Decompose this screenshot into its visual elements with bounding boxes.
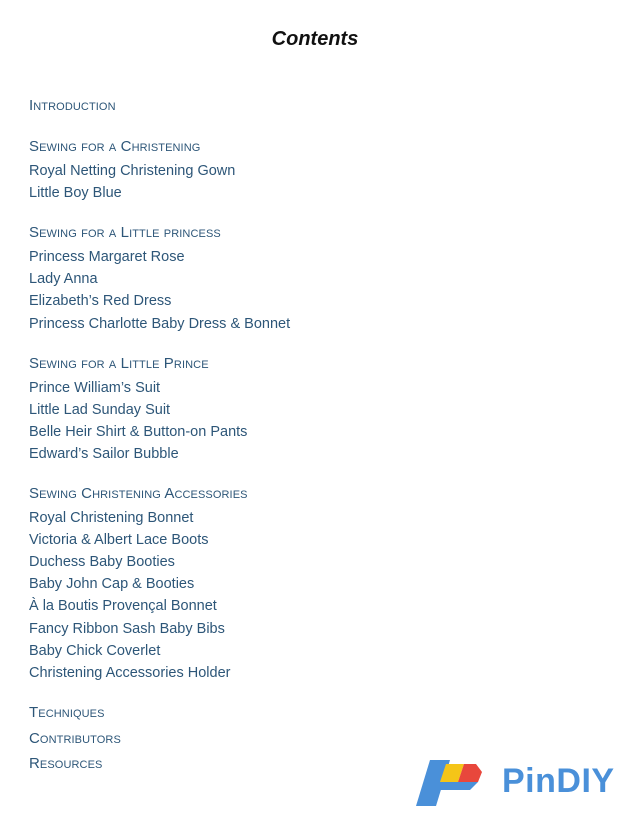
toc-heading-techniques[interactable]: Techniques	[29, 704, 105, 721]
toc-heading-christening[interactable]: Sewing for a Christening	[29, 138, 201, 155]
toc-entry[interactable]: Victoria & Albert Lace Boots	[29, 532, 209, 548]
toc-entry[interactable]: Royal Christening Bonnet	[29, 510, 194, 526]
toc-entry[interactable]: Baby John Cap & Booties	[29, 576, 195, 592]
toc-entry[interactable]: À la Boutis Provençal Bonnet	[29, 598, 217, 614]
page-title: Contents	[271, 28, 359, 50]
toc-heading-little-princess[interactable]: Sewing for a Little princess	[29, 224, 221, 241]
toc-heading-little-prince[interactable]: Sewing for a Little Prince	[29, 355, 209, 372]
toc-heading-resources[interactable]: Resources	[29, 755, 103, 772]
toc-entry[interactable]: Christening Accessories Holder	[29, 665, 231, 681]
toc-entry[interactable]: Baby Chick Coverlet	[29, 643, 161, 659]
toc-entry[interactable]: Elizabeth’s Red Dress	[29, 293, 172, 309]
pindiy-watermark	[416, 758, 626, 808]
toc-entry[interactable]: Little Lad Sunday Suit	[29, 402, 171, 418]
toc-entry[interactable]: Belle Heir Shirt & Button-on Pants	[29, 424, 248, 440]
toc-entry[interactable]: Prince William’s Suit	[29, 380, 161, 396]
toc-entry[interactable]: Fancy Ribbon Sash Baby Bibs	[29, 621, 225, 637]
pindiy-logo-icon	[416, 758, 492, 808]
toc-entry[interactable]: Princess Charlotte Baby Dress & Bonnet	[29, 316, 291, 332]
toc-entry[interactable]: Royal Netting Christening Gown	[29, 163, 236, 179]
toc-entry[interactable]: Lady Anna	[29, 271, 98, 287]
watermark-text: PinDIY	[502, 762, 615, 800]
toc-entry[interactable]: Little Boy Blue	[29, 185, 122, 201]
toc-heading-introduction[interactable]: Introduction	[29, 97, 116, 114]
toc-heading-accessories[interactable]: Sewing Christening Accessories	[29, 485, 248, 502]
toc-entry[interactable]: Duchess Baby Booties	[29, 554, 175, 570]
toc-heading-contributors[interactable]: Contributors	[29, 730, 121, 747]
toc-entry[interactable]: Edward’s Sailor Bubble	[29, 446, 179, 462]
toc-entry[interactable]: Princess Margaret Rose	[29, 249, 185, 265]
